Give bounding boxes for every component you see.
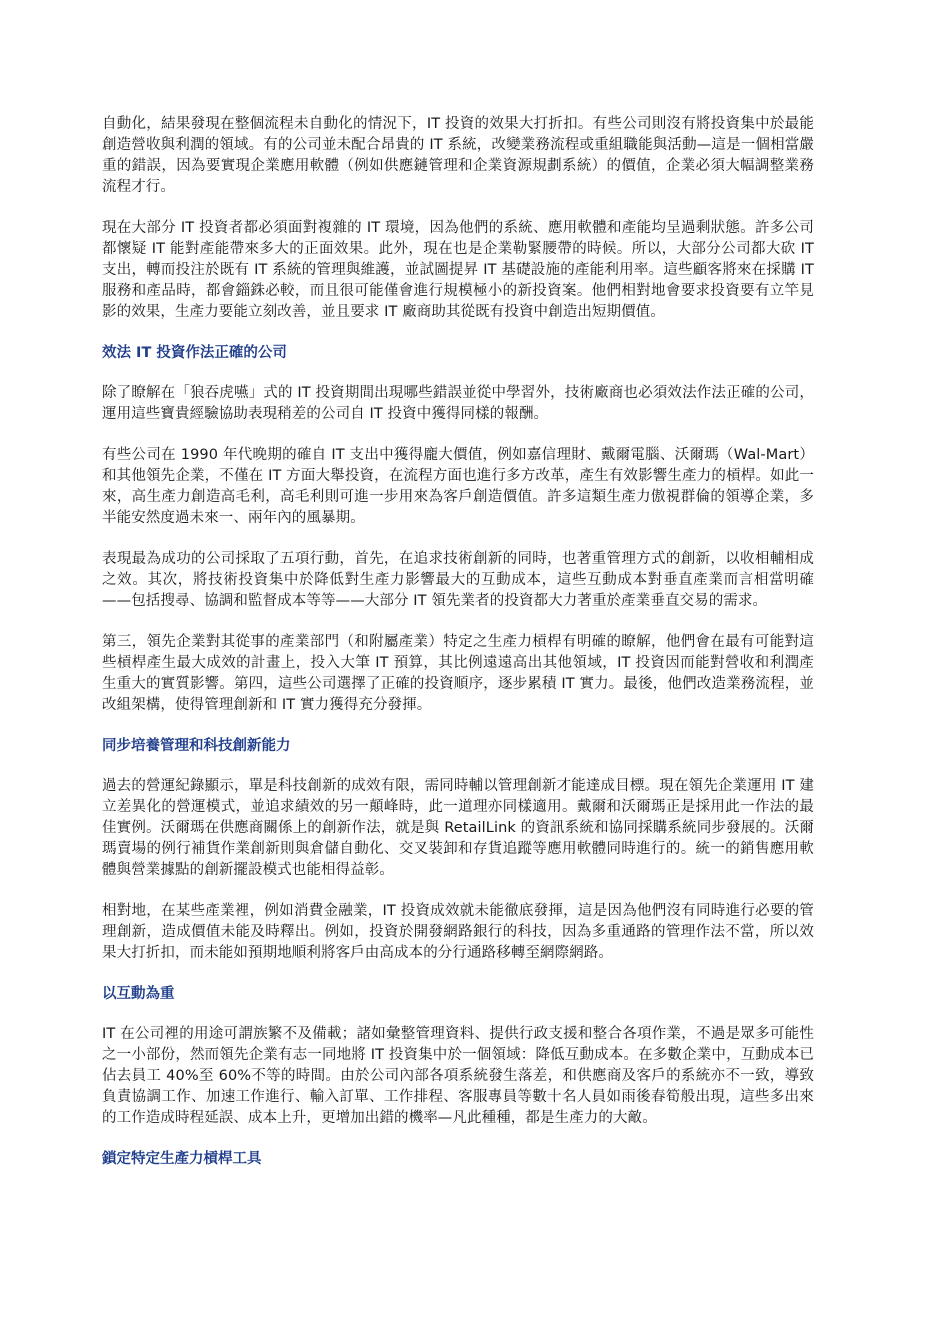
paragraph-interaction-costs: IT 在公司裡的用途可謂族繁不及備載；諸如彙整管理資料、提供行政支援和整合各項作業，不過是眾多可能性之一小部份，然而領先企業有志一同地將 IT 投資集中於一個領域：降低互動成本。在多數企業中，互動成本已佔去員工 40%至 60%不等的時間。由於公司內部各項系統發生落差，和供應商及客戶的系統亦不一致，導致負責協調工作、加速工作進行、輸入訂單、工作排程、客服專員等數十名人員如雨後春筍般出現，這些多出來的工作造成時程延誤、成本上升，更增加出錯的機率—凡此種種，都是生產力的大敵。 [102, 1026, 814, 1126]
paragraph-automation: 自動化，結果發現在整個流程未自動化的情況下，IT 投資的效果大打折扣。有些公司則沒有將投資集中於最能創造營收與利潤的領域。有的公司並未配合昂貴的 IT 系統，改變業務流程或重組職能與活動—這是一個相當嚴重的錯誤，因為要實現企業應用軟體（例如供應鏈管理和企業資源規劃系統）的價值，企業必須大幅調整業務流程才行。 [102, 116, 814, 195]
section-heading-management-and-tech: 同步培養管理和科技創新能力 [102, 738, 291, 754]
paragraph-consumer-finance: 相對地，在某些產業裡，例如消費金融業，IT 投資成效就未能徹底發揮，這是因為他們沒有同時進行必要的管理創新，造成價值未能及時釋出。例如，投資於開發網路銀行的科技，因為多重通路的管理作法不當，所以效果大打折扣，而未能如預期地順利將客戶由高成本的分行通路移轉至網際網路。 [102, 903, 814, 961]
document-page [102, 114, 814, 1189]
paragraph-five-actions: 表現最為成功的公司採取了五項行動，首先，在追求技術創新的同時，也著重管理方式的創新，以收相輔相成之效。其次，將技術投資集中於降低對生產力影響最大的互動成本，這些互動成本對垂直產業而言相當明確——包括搜尋、協調和監督成本等等——大部分 IT 領先業者的投資都大力著重於產業垂直交易的需求。 [102, 551, 814, 609]
section-heading-learn-from-leaders: 效法 IT 投資作法正確的公司 [102, 345, 287, 361]
section-heading-productivity-levers: 鎖定特定生產力槓桿工具 [102, 1151, 262, 1167]
paragraph-it-investors: 現在大部分 IT 投資者都必須面對複雜的 IT 環境，因為他們的系統、應用軟體和產能均呈過剩狀態。許多公司都懷疑 IT 能對產能帶來多大的正面效果。此外，現在也是企業勒緊腰帶的時候。所以，大部分公司都大砍 IT 支出，轉而投注於既有 IT 系統的管理與維護，並試圖提昇 IT 基礎設施的產能利用率。這些顧客將來在採購 IT 服務和產品時，都會錙銖必較，而且很可能僅會進行規模極小的新投資案。他們相對地會要求投資要有立竿見影的效果，生產力要能立刻改善，並且要求 IT 廠商助其從既有投資中創造出短期價值。 [102, 220, 814, 320]
paragraph-1990s-value: 有些公司在 1990 年代晚期的確自 IT 支出中獲得龐大價值，例如嘉信理財、戴爾電腦、沃爾瑪（Wal-Mart）和其他領先企業，不僅在 IT 方面大舉投資，在流程方面也進行多方改革，產生有效影響生產力的槓桿。如此一來，高生產力創造高毛利，高毛利則可進一步用來為客戶創造價值。許多這類生產力傲視群倫的領導企業，多半能安然度過未來一、兩年內的風暴期。 [102, 447, 814, 526]
paragraph-learn-from-mistakes: 除了瞭解在「狼吞虎嚥」式的 IT 投資期間出現哪些錯誤並從中學習外，技術廠商也必須效法作法正確的公司，運用這些寶貴經驗協助表現稍差的公司自 IT 投資中獲得同樣的報酬。 [102, 385, 814, 422]
paragraph-dell-walmart: 過去的營運紀錄顯示，單是科技創新的成效有限，需同時輔以管理創新才能達成目標。現在領先企業運用 IT 建立差異化的營運模式，並追求績效的另一顛峰時，此一道理亦同樣適用。戴爾和沃爾瑪正是採用此一作法的最佳實例。沃爾瑪在供應商關係上的創新作法，就是與 RetailLink 的資訊系統和協同採購系統同步發展的。沃爾瑪賣場的例行補貨作業創新則與倉儲自動化、交叉裝卸和存貨追蹤等應用軟體同時進行的。統一的銷售應用軟體與營業據點的創新擺設模式也能相得益彰。 [102, 778, 814, 878]
paragraph-third-fourth-actions: 第三，領先企業對其從事的產業部門（和附屬產業）特定之生產力槓桿有明確的瞭解，他們會在最有可能對這些槓桿產生最大成效的計畫上，投入大筆 IT 預算，其比例遠遠高出其他領域，IT 投資因而能對營收和利潤產生重大的實質影響。第四，這些公司選擇了正確的投資順序，逐步累積 IT 實力。最後，他們改造業務流程，並改組架構，使得管理創新和 IT 實力獲得充分發揮。 [102, 634, 814, 713]
section-heading-interactions: 以互動為重 [102, 986, 175, 1002]
